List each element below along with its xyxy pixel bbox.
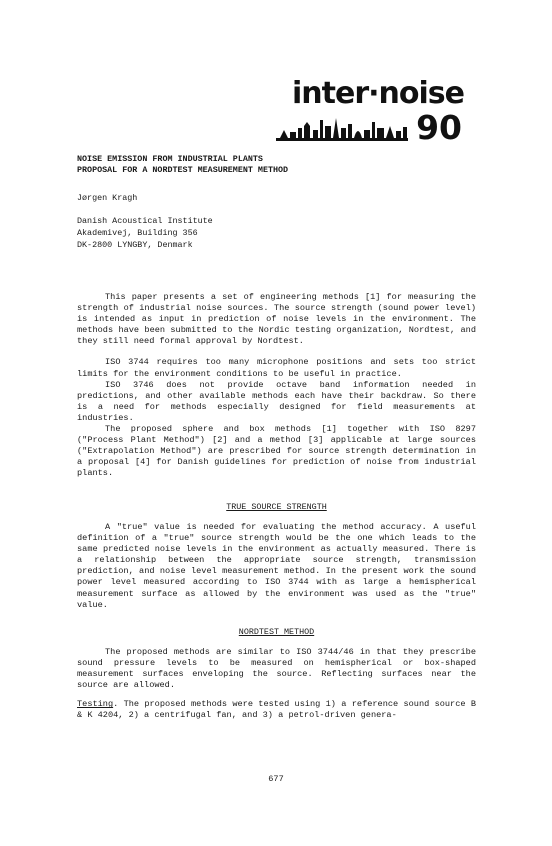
true-source-paragraph: A "true" value is needed for evaluating the method accuracy. A useful definition of a "true" source strength would be the one which leads to the same predicted noise levels in the environment as actually measured. There is a relationship between the appropriate source strength, transmission prediction, and noise level measurement method. In the present work the sound power level measured according to ISO 3744 with as large a hemispherical measurement surface as allowed by the environment was used as the "true" value. [77, 522, 476, 610]
section-title-true-source-strength: TRUE SOURCE STRENGTH [226, 502, 327, 512]
logo-wordmark: inter·noise [292, 76, 464, 111]
intro-paragraph-1: This paper presents a set of engineering methods [1] for measuring the strength of industrial noise sources. The source strength (sound power level) is intended as input in prediction of noise levels in the environment. The methods have been submitted to the Nordic testing organization, Nordtest, and they still need formal approval by Nordtest. [77, 292, 476, 347]
affiliation-line-2: Akademivej, Building 356 [77, 228, 198, 238]
intro-paragraph-3: ISO 3746 does not provide octave band information needed in predictions, and other available methods each have their backdraw. So there is a need for methods especially designed for field measurements at industries. [77, 379, 476, 423]
nordtest-paragraph-1: The proposed methods are similar to ISO 3744/46 in that they prescribe sound pressure levels to be measured on hemispherical or box-shaped measurement surfaces enveloping the source. Reflecting surfaces near the source are allowed. [77, 647, 476, 691]
testing-text: . The proposed methods were tested using 1) a reference sound source B & K 4204, 2) a centrifugal fan, and 3) a petrol-driven genera- [77, 699, 476, 721]
section-true-source-strength [77, 522, 476, 611]
author-name: Jørgen Kragh [77, 193, 138, 203]
city-skyline-icon [276, 114, 408, 142]
logo-year: 90 [416, 108, 462, 147]
testing-lead: Testing [77, 699, 114, 710]
intro-paragraph-2: ISO 3744 requires too many microphone positions and sets too strict limits for the environment conditions to be useful in practice. [77, 357, 476, 379]
affiliation-line-3: DK-2800 LYNGBY, Denmark [77, 240, 193, 250]
inter-noise-90-logo [276, 76, 466, 147]
paper-title-line-2: PROPOSAL FOR A NORDTEST MEASUREMENT METHOD [77, 165, 289, 175]
intro-paragraph-4: The proposed sphere and box methods [1] together with ISO 8297 ("Process Plant Method") [2] and a method [3] applicable at large sources ("Extrapolation Method") are prescribed for source strength determination in a proposal [4] for Danish guidelines for prediction of noise from industrial plants. [77, 424, 476, 479]
paper-title-line-1: NOISE EMISSION FROM INDUSTRIAL PLANTS [77, 154, 263, 164]
nordtest-paragraph-2 [77, 699, 476, 721]
section-nordtest-method [77, 647, 476, 722]
section-title-nordtest-method: NORDTEST METHOD [238, 627, 315, 637]
introduction [77, 292, 476, 480]
page-number: 677 [268, 774, 284, 784]
affiliation-line-1: Danish Acoustical Institute [77, 216, 213, 226]
